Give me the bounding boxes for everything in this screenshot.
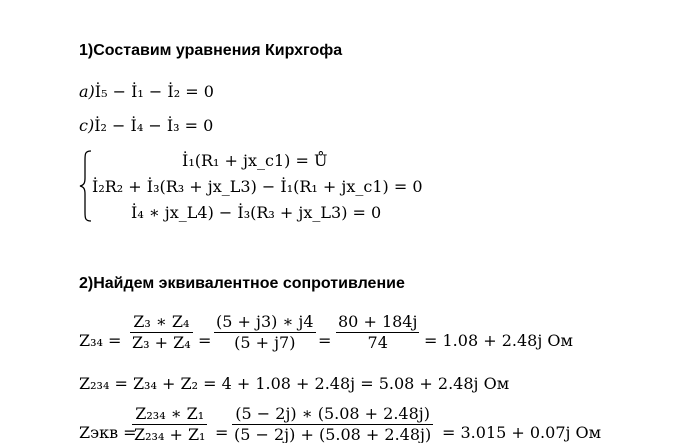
zekv-fraction-2 (232, 404, 433, 443)
equation-c (79, 116, 213, 136)
z34-denominator-values: (5 + j7) (234, 333, 296, 352)
z34-denominator: Z₃ + Z₄ (132, 333, 191, 352)
z34-denominator-result: 74 (367, 333, 388, 352)
system-equation-1: İ₁(R₁ + jx_c1) = Ů (182, 151, 328, 170)
equation-c-label: c) (79, 116, 95, 135)
equation-c-body: İ₂ − İ₄ − İ₃ = 0 (94, 116, 214, 135)
equation-a-label: a) (79, 82, 95, 101)
zekv-denominator: Z₂₃₄ + Z₁ (134, 425, 206, 443)
system-brace (79, 150, 93, 222)
equals-sign: = (215, 423, 229, 442)
zekv-numerator-values: (5 − 2j) ∗ (5.08 + 2.48j) (232, 404, 433, 425)
z34-fraction-1 (130, 312, 193, 353)
system-equation-3: İ₄ ∗ jx_L4) − İ₃(R₃ + jx_L3) = 0 (131, 203, 382, 222)
z34-result: = 1.08 + 2.48j Ом (424, 331, 573, 350)
section-2-heading: 2)Найдем эквивалентное сопротивление (79, 275, 405, 292)
system-equation-2: İ₂R₂ + İ₃(R₃ + jx_L3) − İ₁(R₁ + jx_c1) = 0 (92, 177, 423, 196)
z34-fraction-2 (214, 312, 316, 353)
zekv-numerator: Z₂₃₄ ∗ Z₁ (132, 404, 207, 425)
zekv-result: = 3.015 + 0.07j Ом (442, 423, 602, 442)
zekv-denominator-values: (5 − 2j) + (5.08 + 2.48j) (234, 425, 432, 443)
z34-lhs: Z₃₄ = (79, 331, 122, 350)
equation-a-body: İ₅ − İ₁ − İ₂ = 0 (94, 82, 214, 101)
z234-equation: Z₂₃₄ = Z₃₄ + Z₂ = 4 + 1.08 + 2.48j = 5.08 + 2.48j Ом (79, 374, 510, 393)
section-1-heading: 1)Составим уравнения Кирхгофа (79, 42, 343, 59)
z34-fraction-3 (336, 312, 419, 353)
equals-sign: = (198, 331, 212, 350)
zekv-fraction-1 (132, 404, 207, 443)
z34-numerator-result: 80 + 184j (338, 312, 418, 331)
zekv-lhs: Zэкв = (79, 423, 137, 442)
equals-sign: = (318, 331, 332, 350)
z34-numerator-values: (5 + j3) ∗ j4 (216, 312, 314, 331)
equation-a (79, 82, 214, 102)
z34-numerator: Z₃ ∗ Z₄ (130, 312, 193, 333)
